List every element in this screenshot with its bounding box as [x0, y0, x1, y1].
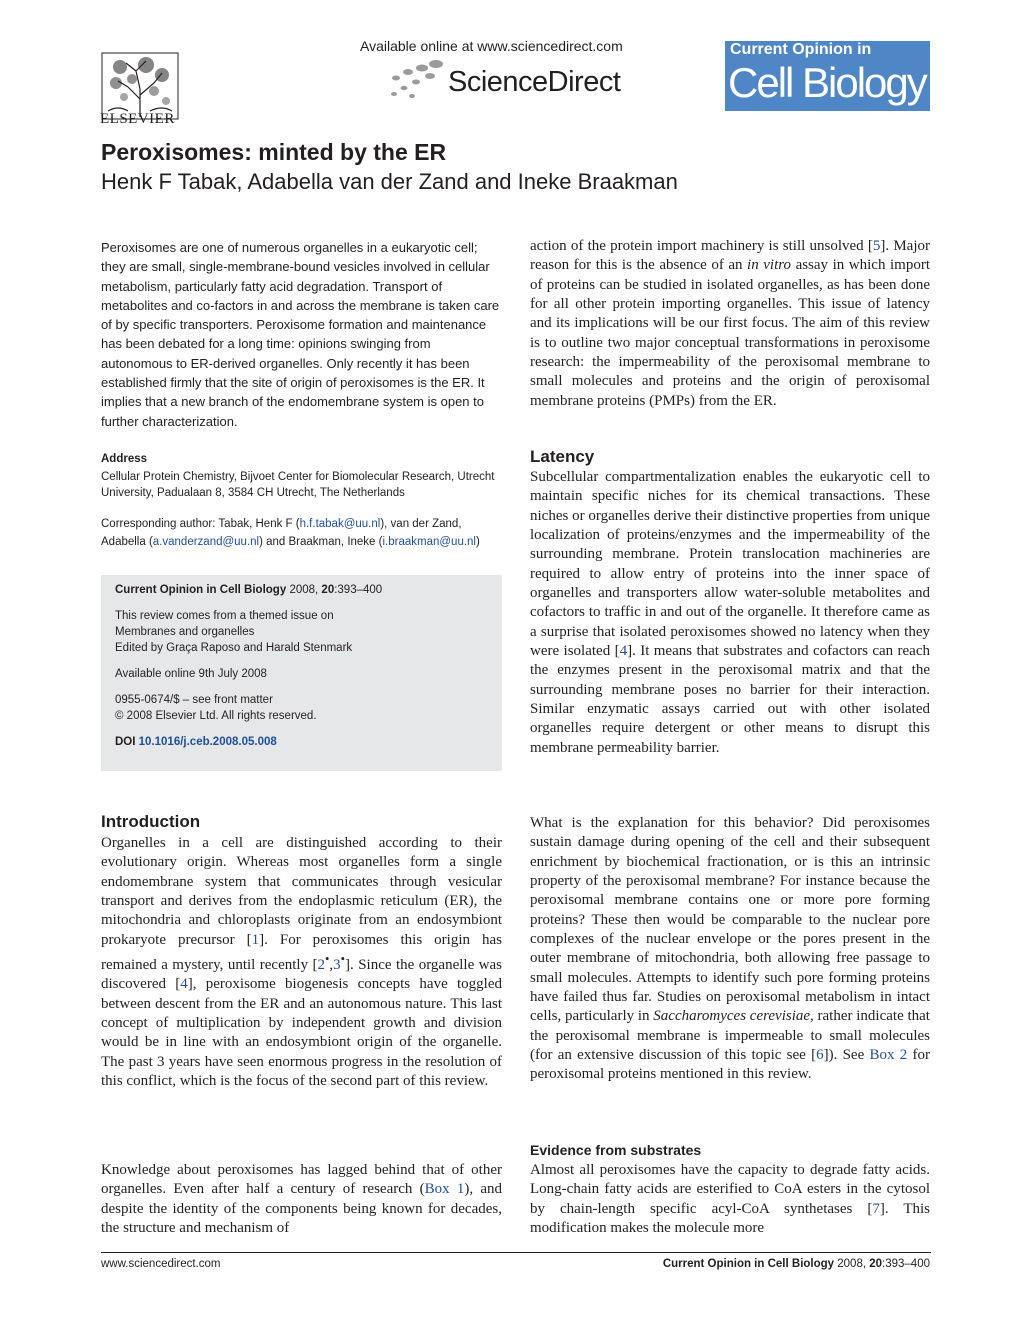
body-text: , — [329, 957, 334, 974]
footer-citation — [663, 1258, 930, 1270]
corresponding-author — [101, 515, 503, 551]
introduction-paragraph-2 — [101, 1161, 502, 1238]
species-name: Saccharomyces cerevisiae — [653, 1008, 811, 1025]
citation-link[interactable]: 4 — [619, 643, 628, 660]
themed-issue-topic: Membranes and organelles — [115, 626, 255, 638]
body-text: Subcellular compartmentalization enables the eukaryotic cell to maintain specific niches for its chemical transactions. These niches or organelles derive their distinctive properties from unique localization of proteins/enzymes and the impermeability of the surrounding membrane. Protein translocation machineries are required to allow entry of proteins into the inner space of organelles and transporters allow water-soluble metabolites and cofactors to traffic in and out of the organelle. It therefore came as a surprise that isolated peroxisomes showed no latency when they were isolated [ — [530, 469, 930, 660]
footer-volume: 20 — [869, 1258, 883, 1270]
email-link-vanderzand[interactable]: a.vanderzand@uu.nl — [152, 536, 260, 548]
footer-journal: Current Opinion in Cell Biology — [662, 1258, 835, 1270]
journal-logo-box — [725, 41, 930, 111]
email-link-tabak[interactable]: h.f.tabak@uu.nl — [299, 518, 381, 530]
journal-logo-line1: Current Opinion in — [730, 41, 872, 58]
footer-divider — [101, 1252, 931, 1253]
footer-year: 2008, — [834, 1258, 870, 1270]
citation-bullet: • — [325, 952, 330, 967]
body-text: Almost all peroxisomes have the capacity to degrade fatty acids. Long-chain fatty acids are esterified to CoA esters in the cytosol by chain-length specific acyl-CoA synthetases [ — [530, 1162, 930, 1217]
body-text: ]. For peroxisomes this origin has remained a mystery, until recently [ — [101, 931, 502, 974]
body-text: Organelles in a cell are distinguished according to their evolutionary origin. Whereas most organelles form a single endomembrane system that communicates through vesicular transport and derives from the endoplasmic reticulum (ER), the mitochondria and chloroplasts originate from an endosymbiont prokaryote precursor [ — [101, 835, 502, 948]
citation-link[interactable]: 4 — [180, 976, 188, 993]
corresponding-text: ), van der Zand, Adabella ( — [101, 518, 462, 548]
address-label: Address — [101, 453, 148, 465]
citation-link[interactable]: 2 — [317, 957, 325, 974]
body-text: ], peroxisome biogenesis concepts have toggled between descent from the ER and an autonomous nature. This last concept of multiplication by independent growth and division would be in line with an endosymbiont origin of the organelle. The past 3 years have seen enormous progress in the resolution of this conflict, which is the focus of the second part of this review. — [101, 976, 502, 1090]
corresponding-text: ) — [475, 536, 480, 548]
latency-paragraph-1 — [530, 468, 930, 758]
body-text: assay in which import of proteins can be studied in isolated organelles, as has been done for all other protein importing organelles. This issue of latency and its implications will be our first focus. The aim of this review is to outline two major conceptual transformations in peroxisome research: the impermeability of the peroxisomal membrane to small molecules and proteins and the origin of peroxisomal membrane proteins (PMPs) from the ER. — [530, 257, 930, 409]
body-text: ]. It means that substrates and cofactors can reach the enzymes present in the peroxisomal matrix and that the surrounding membrane poses no barrier for their interaction. Similar enzymatic assays carried out with other isolated organelles require detergent or other means to disrupt this membrane permeability barrier. — [530, 643, 930, 756]
info-volume: 20 — [321, 584, 335, 596]
article-info-box — [101, 575, 502, 771]
box-link[interactable]: Box 2 — [869, 1047, 908, 1064]
box-link[interactable]: Box 1 — [424, 1181, 465, 1198]
citation-bullet: • — [340, 952, 346, 967]
doi-label: DOI — [115, 736, 139, 748]
subsection-heading-substrates: Evidence from substrates — [530, 1142, 702, 1158]
publisher-name: ELSEVIER — [100, 111, 175, 127]
intro-continued-paragraph — [530, 237, 930, 411]
substrates-paragraph-1 — [530, 1161, 930, 1238]
citation-link[interactable]: 6 — [816, 1047, 824, 1064]
citation-link[interactable]: 1 — [251, 931, 260, 948]
citation-link[interactable]: 5 — [872, 238, 881, 254]
introduction-paragraph-1 — [101, 834, 502, 1091]
journal-logo-line2: Cell Biology — [728, 59, 926, 106]
footer-website[interactable]: www.sciencedirect.com — [101, 1258, 221, 1270]
sciencedirect-dots-icon — [386, 58, 446, 102]
sciencedirect-wordmark: ScienceDirect — [448, 66, 621, 98]
article-title: Peroxisomes: minted by the ER — [101, 139, 447, 165]
body-text: ), and despite the identity of the components being known for decades, the structure and mechanism of — [101, 1181, 502, 1237]
body-text: ]. Since the organelle was discovered [ — [101, 957, 502, 993]
section-heading-latency: Latency — [530, 447, 595, 466]
citation-link[interactable]: 3 — [333, 957, 341, 974]
body-text: action of the protein import machinery is still unsolved [ — [530, 238, 873, 254]
body-text: ]. This modification makes the molecule more — [530, 1200, 930, 1237]
info-journal-name: Current Opinion in Cell Biology — [115, 584, 287, 596]
issn-line: 0955-0674/$ – see front matter — [115, 694, 273, 706]
italic-term: in vitro — [747, 257, 792, 274]
body-text: ]). See — [823, 1047, 870, 1064]
copyright-line: © 2008 Elsevier Ltd. All rights reserved. — [115, 710, 317, 722]
corresponding-text: Corresponding author: Tabak, Henk F ( — [101, 518, 300, 530]
info-pages: :393–400 — [334, 584, 383, 596]
section-heading-introduction: Introduction — [101, 812, 201, 831]
abstract: Peroxisomes are one of numerous organelles in a eukaryotic cell; they are small, single-membrane-bound vesicles involved in cellular metabolism, particularly fatty acid degradation. Transport of metabolites and co-factors in and across the membrane is taken care of by specific transporters. Peroxisome formation and maintenance has been debated for a long time: opinions swinging from autonomous to ER-derived organelles. Only recently it has been established firmly that the site of origin of peroxisomes is the ER. It implies that a new branch of the endomembrane system is open to further characterization. — [101, 240, 500, 429]
body-text: ]. Major reason for this is the absence of an — [530, 238, 930, 274]
citation-link[interactable]: 7 — [872, 1200, 880, 1217]
email-link-braakman[interactable]: i.braakman@uu.nl — [382, 536, 476, 548]
info-year: 2008, — [289, 584, 322, 596]
available-online-text[interactable]: Available online at www.sciencedirect.com — [360, 38, 623, 54]
address-text: Cellular Protein Chemistry, Bijvoet Center for Biomolecular Research, Utrecht University, Padualaan 8, 3584 CH Utrecht, The Netherlands — [101, 471, 495, 499]
article-authors: Henk F Tabak, Adabella van der Zand and Ineke Braakman — [101, 169, 678, 194]
body-text: for peroxisomal proteins mentioned in this review. — [530, 1047, 931, 1083]
footer-pages: :393–400 — [882, 1258, 930, 1270]
body-text: What is the explanation for this behavior? Did peroxisomes sustain damage during opening of the cell and their subsequent enrichment by biochemical fractionation, or is this an intrinsic property of the peroxisomal membrane? For instance because the peroxisomal membrane contains one or more pore forming proteins? These then would be comparable to the nuclear pore complexes of the nuclear envelope or the pores present in the outer membrane of mitochondria, both allowing free passage to small molecules. Attempts to identify such pore forming proteins have failed thus far. Studies on peroxisomal metabolism in intact cells, particularly in — [530, 815, 930, 1025]
body-text: , rather indicate that the peroxisomal membrane is impermeable to small molecules (for an extensive discussion of this topic see [ — [530, 1008, 930, 1064]
themed-issue-editors: Edited by Graça Raposo and Harald Stenmark — [115, 642, 353, 654]
available-online-date: Available online 9th July 2008 — [115, 668, 267, 680]
doi-link[interactable]: 10.1016/j.ceb.2008.05.008 — [138, 736, 277, 748]
corresponding-text: ) and Braakman, Ineke ( — [259, 536, 383, 548]
body-text: Knowledge about peroxisomes has lagged behind that of other organelles. Even after half a century of research ( — [101, 1162, 502, 1198]
themed-issue-line: This review comes from a themed issue on — [115, 610, 334, 622]
latency-paragraph-2 — [530, 814, 930, 1085]
